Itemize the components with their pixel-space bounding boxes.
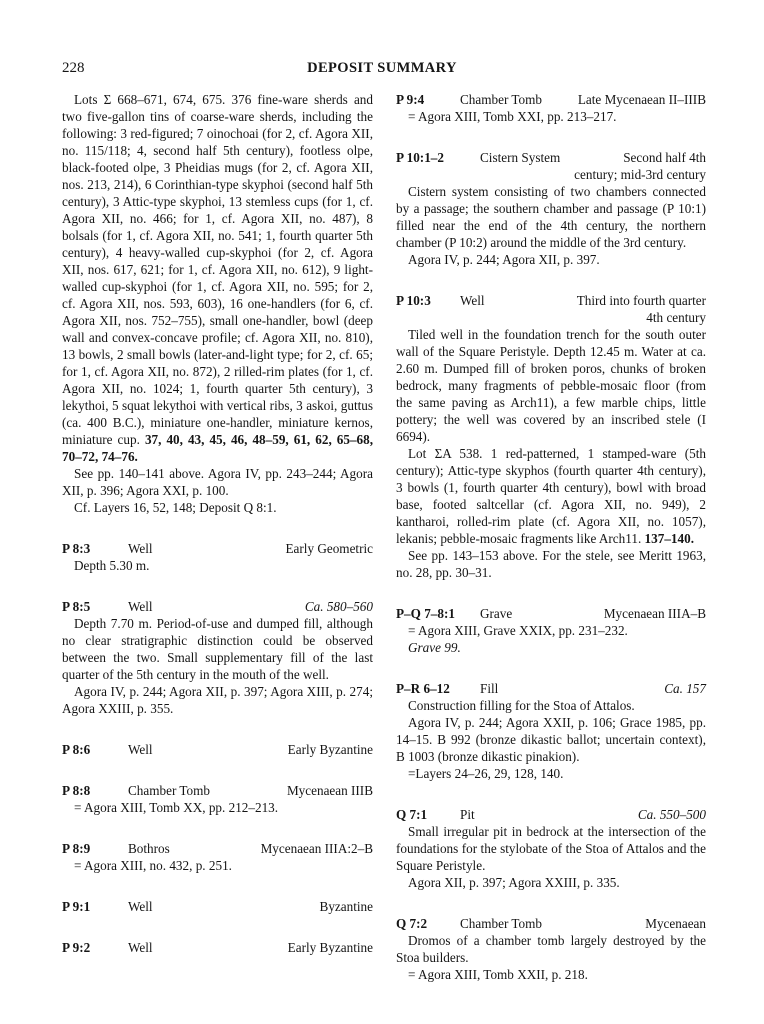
entry-id: Q 7:1 <box>396 807 428 822</box>
entry-text: Small irregular pit in bedrock at the intersection of the foundations for the stylobate of the Stoa of Attalos and the Square Peristyle. <box>396 824 706 873</box>
entry-id: P 10:1–2 <box>396 150 444 165</box>
entry-date: Ca. 157 <box>664 681 706 696</box>
entry-q7-2 <box>396 915 706 983</box>
entry-p8-3 <box>62 540 373 574</box>
entry-date: Second half 4th <box>623 150 706 165</box>
entry-reference: Agora IV, p. 244; Agora XXII, p. 106; Grace 1985, pp. 14–15. B 992 (bronze dikastic ballot; uncertain context), B 1003 (bronze dikastic pinakion). <box>396 715 706 764</box>
entry-date-continued: century; mid-3rd century <box>574 167 706 182</box>
entry-type: Well <box>128 599 153 614</box>
entry-type: Well <box>460 293 485 308</box>
entry-date: Mycenaean IIIB <box>286 783 373 798</box>
catalogue-numbers: 137–140. <box>644 531 694 546</box>
entry-reference: Grave 99. <box>408 640 461 655</box>
entry-date: Early Byzantine <box>287 742 373 757</box>
cf-reference: Cf. Layers 16, 52, 148; Deposit Q 8:1. <box>74 500 277 515</box>
entry-pr6-12 <box>396 680 706 782</box>
entry-date: Early Geometric <box>285 541 373 556</box>
entry-type: Well <box>128 940 153 955</box>
entry-p8-5 <box>62 598 373 717</box>
intro-entry <box>62 91 373 516</box>
entry-id: P–R 6–12 <box>396 681 450 696</box>
entry-layers: =Layers 24–26, 29, 128, 140. <box>408 766 564 781</box>
entry-type: Fill <box>480 681 499 696</box>
entry-id: P–Q 7–8:1 <box>396 606 455 621</box>
entry-date: Ca. 550–500 <box>637 807 706 822</box>
entry-date-continued: 4th century <box>646 310 706 325</box>
entry-type: Cistern System <box>480 150 561 165</box>
entry-date: Ca. 580–560 <box>304 599 373 614</box>
entry-id: P 8:9 <box>62 841 91 856</box>
entry-type: Chamber Tomb <box>460 92 542 107</box>
entry-reference: See pp. 143–153 above. For the stele, see Meritt 1963, no. 28, pp. 30–31. <box>396 548 706 580</box>
entry-text: Tiled well in the foundation trench for the south outer wall of the Square Peristyle. Depth 12.45 m. Water at ca. 2.60 m. Dumped fill of broken poros, chunks of broken bedrock, many fragments of pebble-mosaic floor (from the same paving as Arch11), a few marble chips, little pottery; the well was covered by an inscribed stele (I 6694). <box>396 327 706 444</box>
entry-text: Dromos of a chamber tomb largely destroyed by the Stoa builders. <box>396 933 706 965</box>
page-number: 228 <box>62 60 85 76</box>
entry-lot: Lot ΣA 538. 1 red-patterned, 1 stamped-ware (5th century); Attic-type skyphos (fourth quarter 4th century), 3 bowls (1, fourth quarter 4th century), bowl with broad base, footed saltcellar (cf. Agora XII, no. 949), 2 kantharoi, rolled-rim plate (cf. Agora XII, no. 1057), lekanis; pebble-mosaic fragments like Arch11. 137–140. <box>396 446 706 546</box>
entry-p10-3 <box>396 292 706 581</box>
entry-id: P 8:5 <box>62 599 91 614</box>
entry-p8-8 <box>62 782 373 816</box>
entry-id: P 8:8 <box>62 783 91 798</box>
entry-text: = Agora XIII, no. 432, p. 251. <box>74 858 232 873</box>
entry-text: = Agora XIII, Tomb XX, pp. 212–213. <box>74 800 279 815</box>
entry-p8-6 <box>62 741 373 758</box>
entry-text: Construction filling for the Stoa of Attalos. <box>408 698 635 713</box>
entry-reference: Agora IV, p. 244; Agora XII, p. 397; Agora XIII, p. 274; Agora XXIII, p. 355. <box>62 684 373 716</box>
entry-q7-1 <box>396 806 706 891</box>
entry-text: Depth 7.70 m. Period-of-use and dumped fill, although no clear stratigraphic distinction could be observed between the two. Small supplementary fill of the last quarter of the 5th century in the mouth of the well. <box>62 616 373 682</box>
entry-date: Mycenaean <box>645 916 706 931</box>
entry-reference: Agora IV, p. 244; Agora XII, p. 397. <box>408 252 600 267</box>
see-reference: See pp. 140–141 above. Agora IV, pp. 243–244; Agora XII, p. 396; Agora XXI, p. 100. <box>62 466 373 498</box>
entry-date: Mycenaean IIIA–B <box>603 606 706 621</box>
entry-id: P 9:4 <box>396 92 425 107</box>
entry-id: P 10:3 <box>396 293 431 308</box>
entry-id: P 8:6 <box>62 742 91 757</box>
right-column <box>396 91 706 983</box>
entry-type: Grave <box>480 606 513 621</box>
entry-date: Late Mycenaean II–IIIB <box>577 92 706 107</box>
entry-text: = Agora XIII, Tomb XXI, pp. 213–217. <box>408 109 617 124</box>
entry-p8-9 <box>62 840 373 874</box>
entry-id: P 8:3 <box>62 541 91 556</box>
entry-date: Third into fourth quarter <box>576 293 706 308</box>
entry-p9-1 <box>62 898 373 915</box>
entry-type: Chamber Tomb <box>128 783 210 798</box>
entry-id: P 9:1 <box>62 899 91 914</box>
entry-text: Depth 5.30 m. <box>74 558 150 573</box>
entry-type: Well <box>128 742 153 757</box>
entry-date: Mycenaean IIIA:2–B <box>260 841 373 856</box>
catalogue-numbers: 37, 40, 43, 45, 46, 48–59, 61, 62, 65–68, 70–72, 74–76. <box>62 432 374 464</box>
entry-id: P 9:2 <box>62 940 91 955</box>
intro-paragraph: Lots Σ 668–671, 674, 675. 376 fine-ware sherds and two five-gallon tins of coarse-ware sherds, including the following: 3 red-figured; 7 oinochoai (for 2, cf. Agora XII, no. 115/118; 4, second half 5th century), footless olpe, black-footed olpe, 3 Pheidias mugs (for 2, cf. Agora XII, nos. 213, 214), 6 Corinthian-type skyphoi (second half 5th century), 3 Attic-type skyphoi, 13 stemless cups (for 1, cf. Agora XII, no. 466; for 1, cf. Agora XII, no. 487), 8 bolsals (for 1, cf. Agora XII, no. 541; 1, fourth quarter 5th century), 4 heavy-walled cup-skyphoi (for 2, cf. Agora XII, nos. 617, 621; for 1, cf. Agora XII, no. 612), 9 light-walled cup-skyphoi (for 1, cf. Agora XII, no. 595; for 2, cf. Agora XII, nos. 593, 603), 16 one-handlers (for 6, cf. Agora XII, nos. 752–755), small one-handler, bowl (deep wall and convex-concave profile; cf. Agora XII, no. 810), 13 bowls, 2 small bowls (later-and-light type; for 2, cf. 65; for 1, cf. Agora XII, no. 872), 2 rilled-rim plates (for 1, cf. Agora XII, no. 1024; 1, fourth quarter 5th century), 3 lekythoi, 5 squat lekythoi with vertical ribs, 3 askoi, guttus (ca. 400 B.C.), miniature one-handler, miniature kernos, miniature cup. 37, 40, 43, 45, 46, 48–59, 61, 62, 65–68, 70–72, 74–76. <box>62 92 374 464</box>
entry-type: Pit <box>460 807 475 822</box>
entry-reference: = Agora XIII, Tomb XXII, p. 218. <box>408 967 588 982</box>
entry-reference: Agora XII, p. 397; Agora XXIII, p. 335. <box>408 875 620 890</box>
entry-pq7-8-1 <box>396 605 706 656</box>
entry-p9-4 <box>396 91 706 125</box>
entry-date: Early Byzantine <box>287 940 373 955</box>
entry-p10-1-2 <box>396 149 706 268</box>
entry-type: Well <box>128 541 153 556</box>
entry-id: Q 7:2 <box>396 916 428 931</box>
left-column <box>62 91 373 956</box>
running-head: DEPOSIT SUMMARY <box>307 60 457 76</box>
entry-type: Chamber Tomb <box>460 916 542 931</box>
entry-text: = Agora XIII, Grave XXIX, pp. 231–232. <box>408 623 628 638</box>
entry-text: Cistern system consisting of two chambers connected by a passage; the southern chamber and passage (P 10:1) filled near the end of the 4th century, the northern chamber (P 10:2) around the middle of the 3rd century. <box>396 184 706 250</box>
entry-type: Bothros <box>128 841 170 856</box>
entry-p9-2 <box>62 939 373 956</box>
entry-date: Byzantine <box>319 899 373 914</box>
entry-type: Well <box>128 899 153 914</box>
